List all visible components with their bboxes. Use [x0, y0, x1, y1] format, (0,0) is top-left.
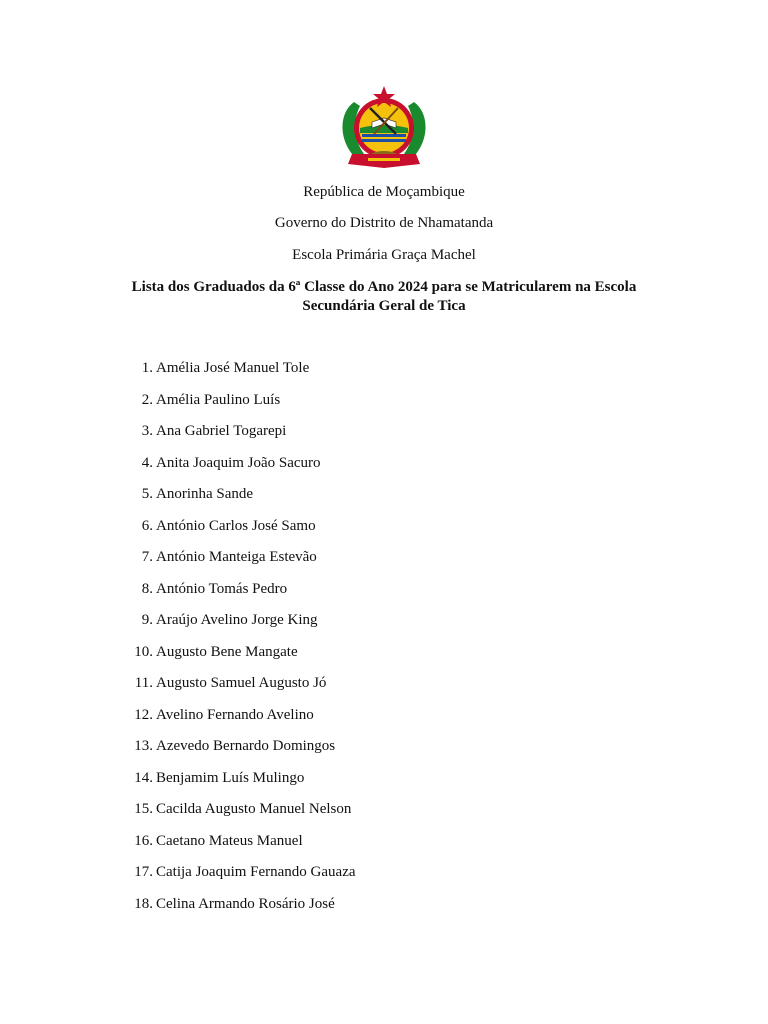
- coat-of-arms-emblem: [334, 84, 434, 170]
- country-name: República de Moçambique: [303, 184, 465, 200]
- document-title: [110, 278, 658, 316]
- student-name: António Tomás Pedro: [156, 580, 288, 597]
- item-number: 14.: [134, 769, 153, 786]
- item-number: 1.: [141, 360, 153, 376]
- item-number: 17.: [134, 864, 153, 880]
- student-name: Amélia José Manuel Tole: [156, 360, 310, 376]
- item-number: 6.: [141, 517, 153, 534]
- item-number: 15.: [134, 801, 153, 817]
- student-name: Araújo Avelino Jorge King: [156, 612, 318, 628]
- document-title-line-1: Lista dos Graduados da 6ª Classe do Ano 2024 para se Matricularem na Escola: [131, 279, 637, 295]
- item-number: 9.: [141, 612, 153, 628]
- item-number: 3.: [141, 423, 153, 439]
- student-name: Catija Joaquim Fernando Gauaza: [156, 864, 356, 880]
- item-number: 10.: [134, 643, 153, 660]
- student-name: Avelino Fernando Avelino: [156, 706, 314, 723]
- item-number: 16.: [134, 832, 153, 849]
- student-name: António Carlos José Samo: [156, 517, 316, 534]
- student-name: Anorinha Sande: [156, 486, 254, 502]
- item-number: 11.: [134, 675, 153, 691]
- item-number: 8.: [141, 580, 153, 597]
- document-title-line-2: Secundária Geral de Tica: [302, 298, 466, 314]
- student-name: Celina Armando Rosário José: [156, 895, 335, 912]
- student-name: Benjamim Luís Mulingo: [156, 769, 305, 786]
- item-number: 18.: [134, 895, 153, 912]
- item-number: 4.: [141, 454, 153, 471]
- student-name: Cacilda Augusto Manuel Nelson: [156, 801, 352, 817]
- item-number: 13.: [134, 738, 153, 754]
- item-number: 5.: [141, 486, 153, 502]
- student-name: António Manteiga Estevão: [156, 549, 317, 565]
- student-name: Ana Gabriel Togarepi: [156, 423, 287, 439]
- item-number: 7.: [141, 549, 153, 565]
- student-name: Anita Joaquim João Sacuro: [156, 454, 321, 471]
- student-name: Augusto Samuel Augusto Jó: [156, 675, 327, 691]
- student-name: Amélia Paulino Luís: [156, 391, 281, 408]
- student-name: Augusto Bene Mangate: [156, 643, 298, 660]
- student-name: Azevedo Bernardo Domingos: [156, 738, 336, 754]
- item-number: 12.: [134, 706, 153, 723]
- school-name: Escola Primária Graça Machel: [292, 247, 476, 263]
- district-government: Governo do Distrito de Nhamatanda: [274, 215, 494, 231]
- item-number: 2.: [141, 391, 153, 408]
- student-name: Caetano Mateus Manuel: [156, 832, 303, 849]
